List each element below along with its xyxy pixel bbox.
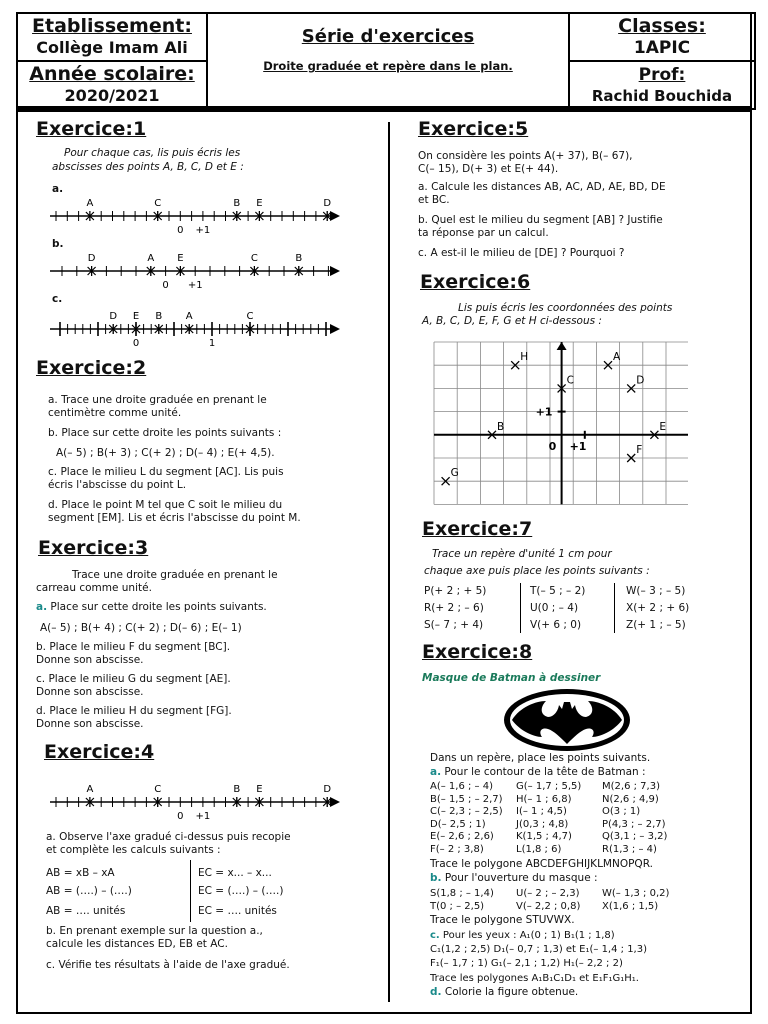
ex8-x: X(1,6 ; 1,5) — [602, 901, 659, 912]
ex1-intro-1: Pour chaque cas, lis puis écris les — [64, 147, 241, 159]
ex8-line-1: Dans un repère, place les points suivants. — [430, 752, 651, 764]
ex3-a-letter: a. — [36, 601, 48, 613]
ex4-a-2: et complète les calculs suivants : — [46, 844, 221, 856]
ex8-d-letter: d. — [430, 986, 442, 998]
point-label: B — [233, 198, 241, 209]
ex8-poly-1: Trace le polygone ABCDEFGHIJKLMNOPQR. — [430, 858, 653, 870]
ex2-d-1: d. Place le point M tel que C soit le milieu du — [48, 499, 283, 511]
ex7-cell-2-2: Z(+ 1 ; – 5) — [626, 619, 686, 631]
point-label: A — [185, 311, 193, 322]
ex2-points: A(– 5) ; B(+ 3) ; C(+ 2) ; D(– 4) ; E(+ 4,5). — [56, 447, 275, 459]
classes-label: Classes: — [618, 15, 706, 37]
ex1-c-label: c. — [52, 293, 63, 305]
point-label: A — [147, 253, 155, 264]
ex8-c-text: Pour les yeux : A₁(0 ; 1) B₁(1 ; 1,8) — [442, 930, 615, 941]
point-label: C — [246, 311, 254, 322]
ex5-b-1: b. Quel est le milieu du segment [AB] ? Justifie — [418, 214, 663, 226]
ex7-cell-1-2: X(+ 2 ; + 6) — [626, 602, 690, 614]
batman-logo-icon — [502, 687, 632, 753]
ex7-cell-0-1: T(– 5 ; – 2) — [530, 585, 586, 597]
ex4-b-2: calcule les distances ED, EB et AC. — [46, 938, 228, 950]
ex8-coord-g-1: H(– 1 ; 6,8) — [516, 793, 572, 805]
ex7-cell-1-0: R(+ 2 ; – 6) — [424, 602, 484, 614]
grid-point-label: A — [613, 351, 621, 364]
ex1-number-line-b — [44, 247, 344, 291]
x-unit-label: +1 — [569, 439, 587, 453]
y-arrow — [557, 342, 567, 350]
annee-label: Année scolaire: — [29, 63, 195, 85]
ex3-b-2: Donne son abscisse. — [36, 654, 144, 666]
point-label: B — [295, 253, 303, 264]
ex8-title: Exercice:8 — [422, 641, 533, 663]
ex8-coord-a-5: F(– 2 ; 3,8) — [430, 843, 484, 855]
etab-value: Collège Imam Ali — [36, 38, 188, 57]
ex6-intro-2: A, B, C, D, E, F, G et H ci-dessous : — [422, 315, 602, 327]
ex8-coord-g-3: J(0,3 ; 4,8) — [516, 818, 569, 830]
ex8-a-letter: a. — [430, 766, 442, 778]
ex8-coords-col-2 — [516, 781, 616, 857]
point-label: A — [86, 784, 94, 795]
annee-value: 2020/2021 — [64, 86, 160, 105]
grid-point-label: G — [450, 467, 459, 480]
ex7-cell-1-1: U(0 ; – 4) — [530, 602, 579, 614]
point-label: B — [155, 311, 163, 322]
prof-cell — [568, 60, 756, 110]
ex7-cell-2-0: S(– 7 ; + 4) — [424, 619, 484, 631]
ex1-b-label: b. — [52, 238, 64, 250]
grid-point-label: D — [636, 374, 645, 387]
point-label: D — [87, 253, 96, 264]
ex8-d — [430, 986, 578, 999]
ex8-c-3: F₁(– 1,7 ; 1) G₁(– 2,1 ; 1,2) H₁(– 2,2 ; 2) — [430, 958, 623, 969]
title-cell — [206, 12, 570, 110]
ex1-number-line-c — [44, 305, 344, 349]
point-label: D — [323, 784, 332, 795]
ex8-coord-g-5: L(1,8 ; 6) — [516, 843, 562, 855]
point-label: D — [323, 198, 332, 209]
ex4-number-line — [44, 778, 344, 822]
ex8-coord-m-5: R(1,3 ; – 4) — [602, 843, 657, 855]
ex3-a-text: Place sur cette droite les points suivants. — [50, 601, 267, 613]
ex8-a — [430, 766, 646, 779]
ex5-a-2: et BC. — [418, 194, 450, 206]
one-label: 1 — [208, 338, 216, 349]
ex3-intro-1: Trace une droite graduée en prenant le — [72, 569, 278, 581]
page-title: Série d'exercices — [301, 26, 475, 47]
ex8-coord-a-3: D(– 2,5 ; 1) — [430, 818, 486, 830]
ex7-sep-2 — [614, 583, 615, 633]
ex4-calc-ab-3: AB = …. unités — [46, 905, 126, 917]
ex3-d-2: Donne son abscisse. — [36, 718, 144, 730]
ex7-cell-2-1: V(+ 6 ; 0) — [530, 619, 582, 631]
ex4-calc-ec-2: EC = (….) – (….) — [198, 885, 284, 897]
point-label: C — [154, 784, 162, 795]
ex8-coord-m-3: P(4,3 ; – 2,7) — [602, 818, 666, 830]
origin-label: 0 — [548, 439, 557, 453]
ex3-points: A(– 5) ; B(+ 4) ; C(+ 2) ; D(– 6) ; E(– 1) — [40, 622, 242, 634]
point-label: A — [86, 198, 94, 209]
ex8-t: T(0 ; – 2,5) — [430, 901, 485, 912]
ex5-a-1: a. Calcule les distances AB, AC, AD, AE, BD, DE — [418, 181, 666, 193]
ex8-coords-col-3 — [602, 781, 712, 857]
ex8-poly-2: Trace le polygone STUVWX. — [430, 914, 575, 926]
ex3-d-1: d. Place le milieu H du segment [FG]. — [36, 705, 232, 717]
ex2-c-1: c. Place le milieu L du segment [AC]. Lis puis — [48, 466, 284, 478]
ex7-sep-1 — [520, 583, 521, 633]
ex5-intro-2: C(– 15), D(+ 3) et E(+ 44). — [418, 163, 559, 175]
ex5-title: Exercice:5 — [418, 118, 529, 140]
column-divider — [388, 122, 390, 1002]
ex8-coord-m-4: Q(3,1 ; – 3,2) — [602, 831, 668, 843]
page-subtitle: Droite graduée et repère dans le plan. — [263, 59, 513, 73]
etab-cell — [16, 12, 208, 62]
ex8-b-text: Pour l'ouverture du masque : — [444, 872, 598, 884]
ex8-coords-col-1 — [430, 781, 520, 857]
ex4-b-1: b. En prenant exemple sur la question a., — [46, 925, 263, 937]
annee-cell — [16, 60, 208, 110]
ex5-c: c. A est-il le milieu de [DE] ? Pourquoi ? — [418, 247, 625, 259]
ex8-coord-m-2: O(3 ; 1) — [602, 806, 641, 818]
grid-point-label: H — [520, 351, 529, 364]
y-unit-label: +1 — [535, 405, 553, 419]
ex2-a-1: a. Trace une droite graduée en prenant le — [48, 394, 267, 406]
ex8-coord-a-0: A(– 1,6 ; – 4) — [430, 781, 493, 792]
ex8-coord-g-0: G(– 1,7 ; 5,5) — [516, 781, 582, 792]
point-label: E — [177, 253, 184, 264]
ex7-table — [424, 583, 714, 635]
point-label: E — [256, 784, 263, 795]
ex6-grid — [432, 340, 688, 506]
one-label: +1 — [195, 225, 211, 236]
ex8-coord-m-1: N(2,6 ; 4,9) — [602, 793, 659, 805]
ex8-s: S(1,8 ; – 1,4) — [430, 888, 494, 899]
ex4-a-1: a. Observe l'axe gradué ci-dessus puis recopie — [46, 831, 291, 843]
ex7-title: Exercice:7 — [422, 518, 533, 540]
ex2-b-1: b. Place sur cette droite les points suivants : — [48, 427, 282, 439]
ex1-a-label: a. — [52, 183, 64, 195]
point-label: B — [233, 784, 241, 795]
ex7-intro-1: Trace un repère d'unité 1 cm pour — [432, 548, 612, 560]
ex4-calc-ec-1: EC = x... – x... — [198, 867, 272, 879]
ex7-intro-2: chaque axe puis place les points suivants : — [424, 565, 650, 577]
ex7-cell-0-0: P(+ 2 ; + 5) — [424, 585, 487, 597]
ex8-b-letter: b. — [430, 872, 442, 884]
point-label: E — [256, 198, 263, 209]
ex3-a — [36, 601, 267, 614]
ex4-c: c. Vérifie tes résultats à l'aide de l'axe gradué. — [46, 959, 290, 971]
grid-point-label: B — [497, 420, 505, 433]
etab-label: Etablissement: — [32, 15, 192, 37]
page-border — [16, 110, 752, 1014]
ex3-b-1: b. Place le milieu F du segment [BC]. — [36, 641, 231, 653]
classes-cell — [568, 12, 756, 62]
ex8-d-text: Colorie la figure obtenue. — [444, 986, 579, 998]
ex4-title: Exercice:4 — [44, 741, 155, 763]
one-label: +1 — [187, 280, 203, 291]
axis-arrow — [330, 324, 340, 334]
ex8-coord-g-4: K(1,5 ; 4,7) — [516, 831, 572, 843]
ex8-v: V(– 2,2 ; 0,8) — [516, 901, 581, 912]
ex8-coord-a-2: C(– 2,3 ; – 2,5) — [430, 806, 503, 818]
ex1-number-line-a — [44, 192, 344, 236]
point-label: E — [132, 311, 140, 322]
ex8-c-1 — [430, 929, 615, 942]
ex2-title: Exercice:2 — [36, 357, 147, 379]
ex1-intro-2: abscisses des points A, B, C, D et E : — [52, 161, 244, 173]
header-box — [16, 12, 752, 108]
ex5-b-2: ta réponse par un calcul. — [418, 227, 549, 239]
point-label: C — [250, 253, 258, 264]
grid-point-label: C — [566, 374, 574, 387]
ex6-intro-1: Lis puis écris les coordonnées des points — [458, 302, 673, 314]
ex2-d-2: segment [EM]. Lis et écris l'abscisse du point M. — [48, 512, 301, 524]
ex3-title: Exercice:3 — [38, 537, 149, 559]
ex3-c-2: Donne son abscisse. — [36, 686, 144, 698]
ex8-a-text: Pour le contour de la tête de Batman : — [444, 766, 646, 778]
ex2-c-2: écris l'abscisse du point L. — [48, 479, 187, 491]
zero-label: 0 — [162, 280, 169, 291]
ex8-coord-m-0: M(2,6 ; 7,3) — [602, 781, 660, 792]
ex4-calc-ec-3: EC = …. unités — [198, 905, 277, 917]
ex2-a-2: centimètre comme unité. — [48, 407, 182, 419]
one-label: +1 — [195, 811, 211, 822]
ex8-w: W(– 1,3 ; 0,2) — [602, 888, 670, 899]
prof-value: Rachid Bouchida — [591, 87, 733, 105]
ex4-calc-separator — [190, 860, 191, 922]
ex8-b — [430, 872, 598, 885]
prof-label: Prof: — [638, 65, 686, 85]
classes-value: 1APIC — [633, 38, 691, 58]
ex1-title: Exercice:1 — [36, 118, 147, 140]
point-label: C — [154, 198, 162, 209]
zero-label: 0 — [177, 811, 184, 822]
ex8-mask-title: Masque de Batman à dessiner — [422, 672, 601, 684]
ex8-c-2: C₁(1,2 ; 2,5) D₁(– 0,7 ; 1,3) et E₁(– 1,4 ; 1,3) — [430, 944, 648, 955]
axis-arrow — [330, 266, 340, 276]
ex8-coord-g-2: I(– 1 ; 4,5) — [516, 806, 567, 818]
ex8-coord-a-4: E(– 2,6 ; 2,6) — [430, 831, 494, 843]
ex8-c-letter: c. — [430, 930, 440, 941]
grid-point-label: F — [636, 444, 643, 456]
grid-point-label: E — [659, 420, 667, 433]
zero-label: 0 — [177, 225, 184, 236]
ex8-poly-3: Trace les polygones A₁B₁C₁D₁ et E₁F₁G₁H₁. — [430, 973, 639, 984]
ex4-calc-ab-1: AB = xB – xA — [46, 867, 115, 879]
point-label: D — [109, 311, 118, 322]
ex5-intro-1: On considère les points A(+ 37), B(– 67), — [418, 150, 633, 162]
ex8-coord-a-1: B(– 1,5 ; – 2,7) — [430, 793, 503, 805]
ex8-u: U(– 2 ; – 2,3) — [516, 888, 580, 899]
ex6-title: Exercice:6 — [420, 271, 531, 293]
ex3-intro-2: carreau comme unité. — [36, 582, 152, 594]
ex7-cell-0-2: W(– 3 ; – 5) — [626, 585, 686, 597]
ex3-c-1: c. Place le milieu G du segment [AE]. — [36, 673, 231, 685]
zero-label: 0 — [132, 338, 140, 349]
ex4-calc-ab-2: AB = (….) – (….) — [46, 885, 132, 897]
